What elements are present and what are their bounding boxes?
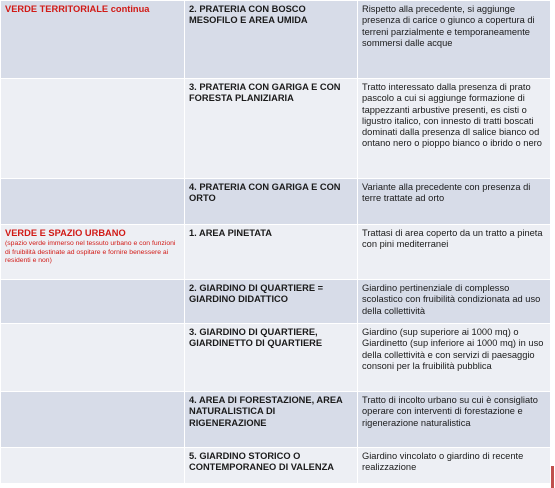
category-cell: [1, 324, 185, 392]
table-row: [1, 79, 551, 179]
type-cell: 1. AREA PINETATA: [185, 225, 358, 280]
description-cell: Giardino (sup superiore ai 1000 mq) o Giardinetto (sup inferiore ai 1000 mq) in uso della collettività e con servizi di paesaggio consoni per la fruibilità pubblica: [358, 324, 551, 392]
table-row: [1, 392, 551, 448]
category-title: VERDE TERRITORIALE continua: [5, 4, 150, 14]
category-cell: [1, 79, 185, 179]
type-cell: 5. GIARDINO STORICO O CONTEMPORANEO DI VALENZA: [185, 448, 358, 484]
type-cell: 4. PRATERIA CON GARIGA E CON ORTO: [185, 179, 358, 225]
table-row: [1, 324, 551, 392]
category-note: (spazio verde immerso nel tessuto urbano e con funzioni di fruibilità destinate ad ospitare e fornire benessere ai residenti e non): [5, 240, 176, 264]
description-cell: Rispetto alla precedente, si aggiunge presenza di carice o giunco a copertura di terreni parzialmente e temporaneamente sommersi dalle acque: [358, 1, 551, 79]
table-row: [1, 179, 551, 225]
description-cell: Tratto di incolto urbano su cui è consigliato operare con interventi di forestazione e rigenerazione naturalistica: [358, 392, 551, 448]
table-row: [1, 225, 551, 280]
type-cell: 4. AREA DI FORESTAZIONE, AREA NATURALISTICA DI RIGENERAZIONE: [185, 392, 358, 448]
description-cell: Trattasi di area coperto da un tratto a pineta con pini mediterranei: [358, 225, 551, 280]
type-cell: 3. GIARDINO DI QUARTIERE, GIARDINETTO DI QUARTIERE: [185, 324, 358, 392]
category-cell: [1, 448, 185, 484]
category-cell: [1, 1, 185, 79]
category-cell: [1, 225, 185, 280]
description-cell: Variante alla precedente con presenza di terre trattate ad orto: [358, 179, 551, 225]
page-edge-accent: [551, 466, 554, 488]
table-row: [1, 280, 551, 324]
category-title: VERDE E SPAZIO URBANO: [5, 228, 126, 238]
type-cell: 3. PRATERIA CON GARIGA E CON FORESTA PLANIZIARIA: [185, 79, 358, 179]
category-cell: [1, 392, 185, 448]
description-cell: Tratto interessato dalla presenza di prato pascolo a cui si aggiunge formazione di tappezzanti arbustive presenti, es cisti o ligustro italico, con innesto di tratti boscati dominati dalla presenza dl salice bianco od ontano nero o pioppo bianco o ibrido o nero: [358, 79, 551, 179]
category-cell: [1, 179, 185, 225]
table-row: [1, 448, 551, 484]
description-cell: Giardino vincolato o giardino di recente realizzazione: [358, 448, 551, 484]
type-cell: 2. PRATERIA CON BOSCO MESOFILO E AREA UMIDA: [185, 1, 358, 79]
description-cell: Giardino pertinenziale di complesso scolastico con fruibilità condizionata ad uso della collettività: [358, 280, 551, 324]
table-row: [1, 1, 551, 79]
category-cell: [1, 280, 185, 324]
type-cell: 2. GIARDINO DI QUARTIERE = GIARDINO DIDATTICO: [185, 280, 358, 324]
